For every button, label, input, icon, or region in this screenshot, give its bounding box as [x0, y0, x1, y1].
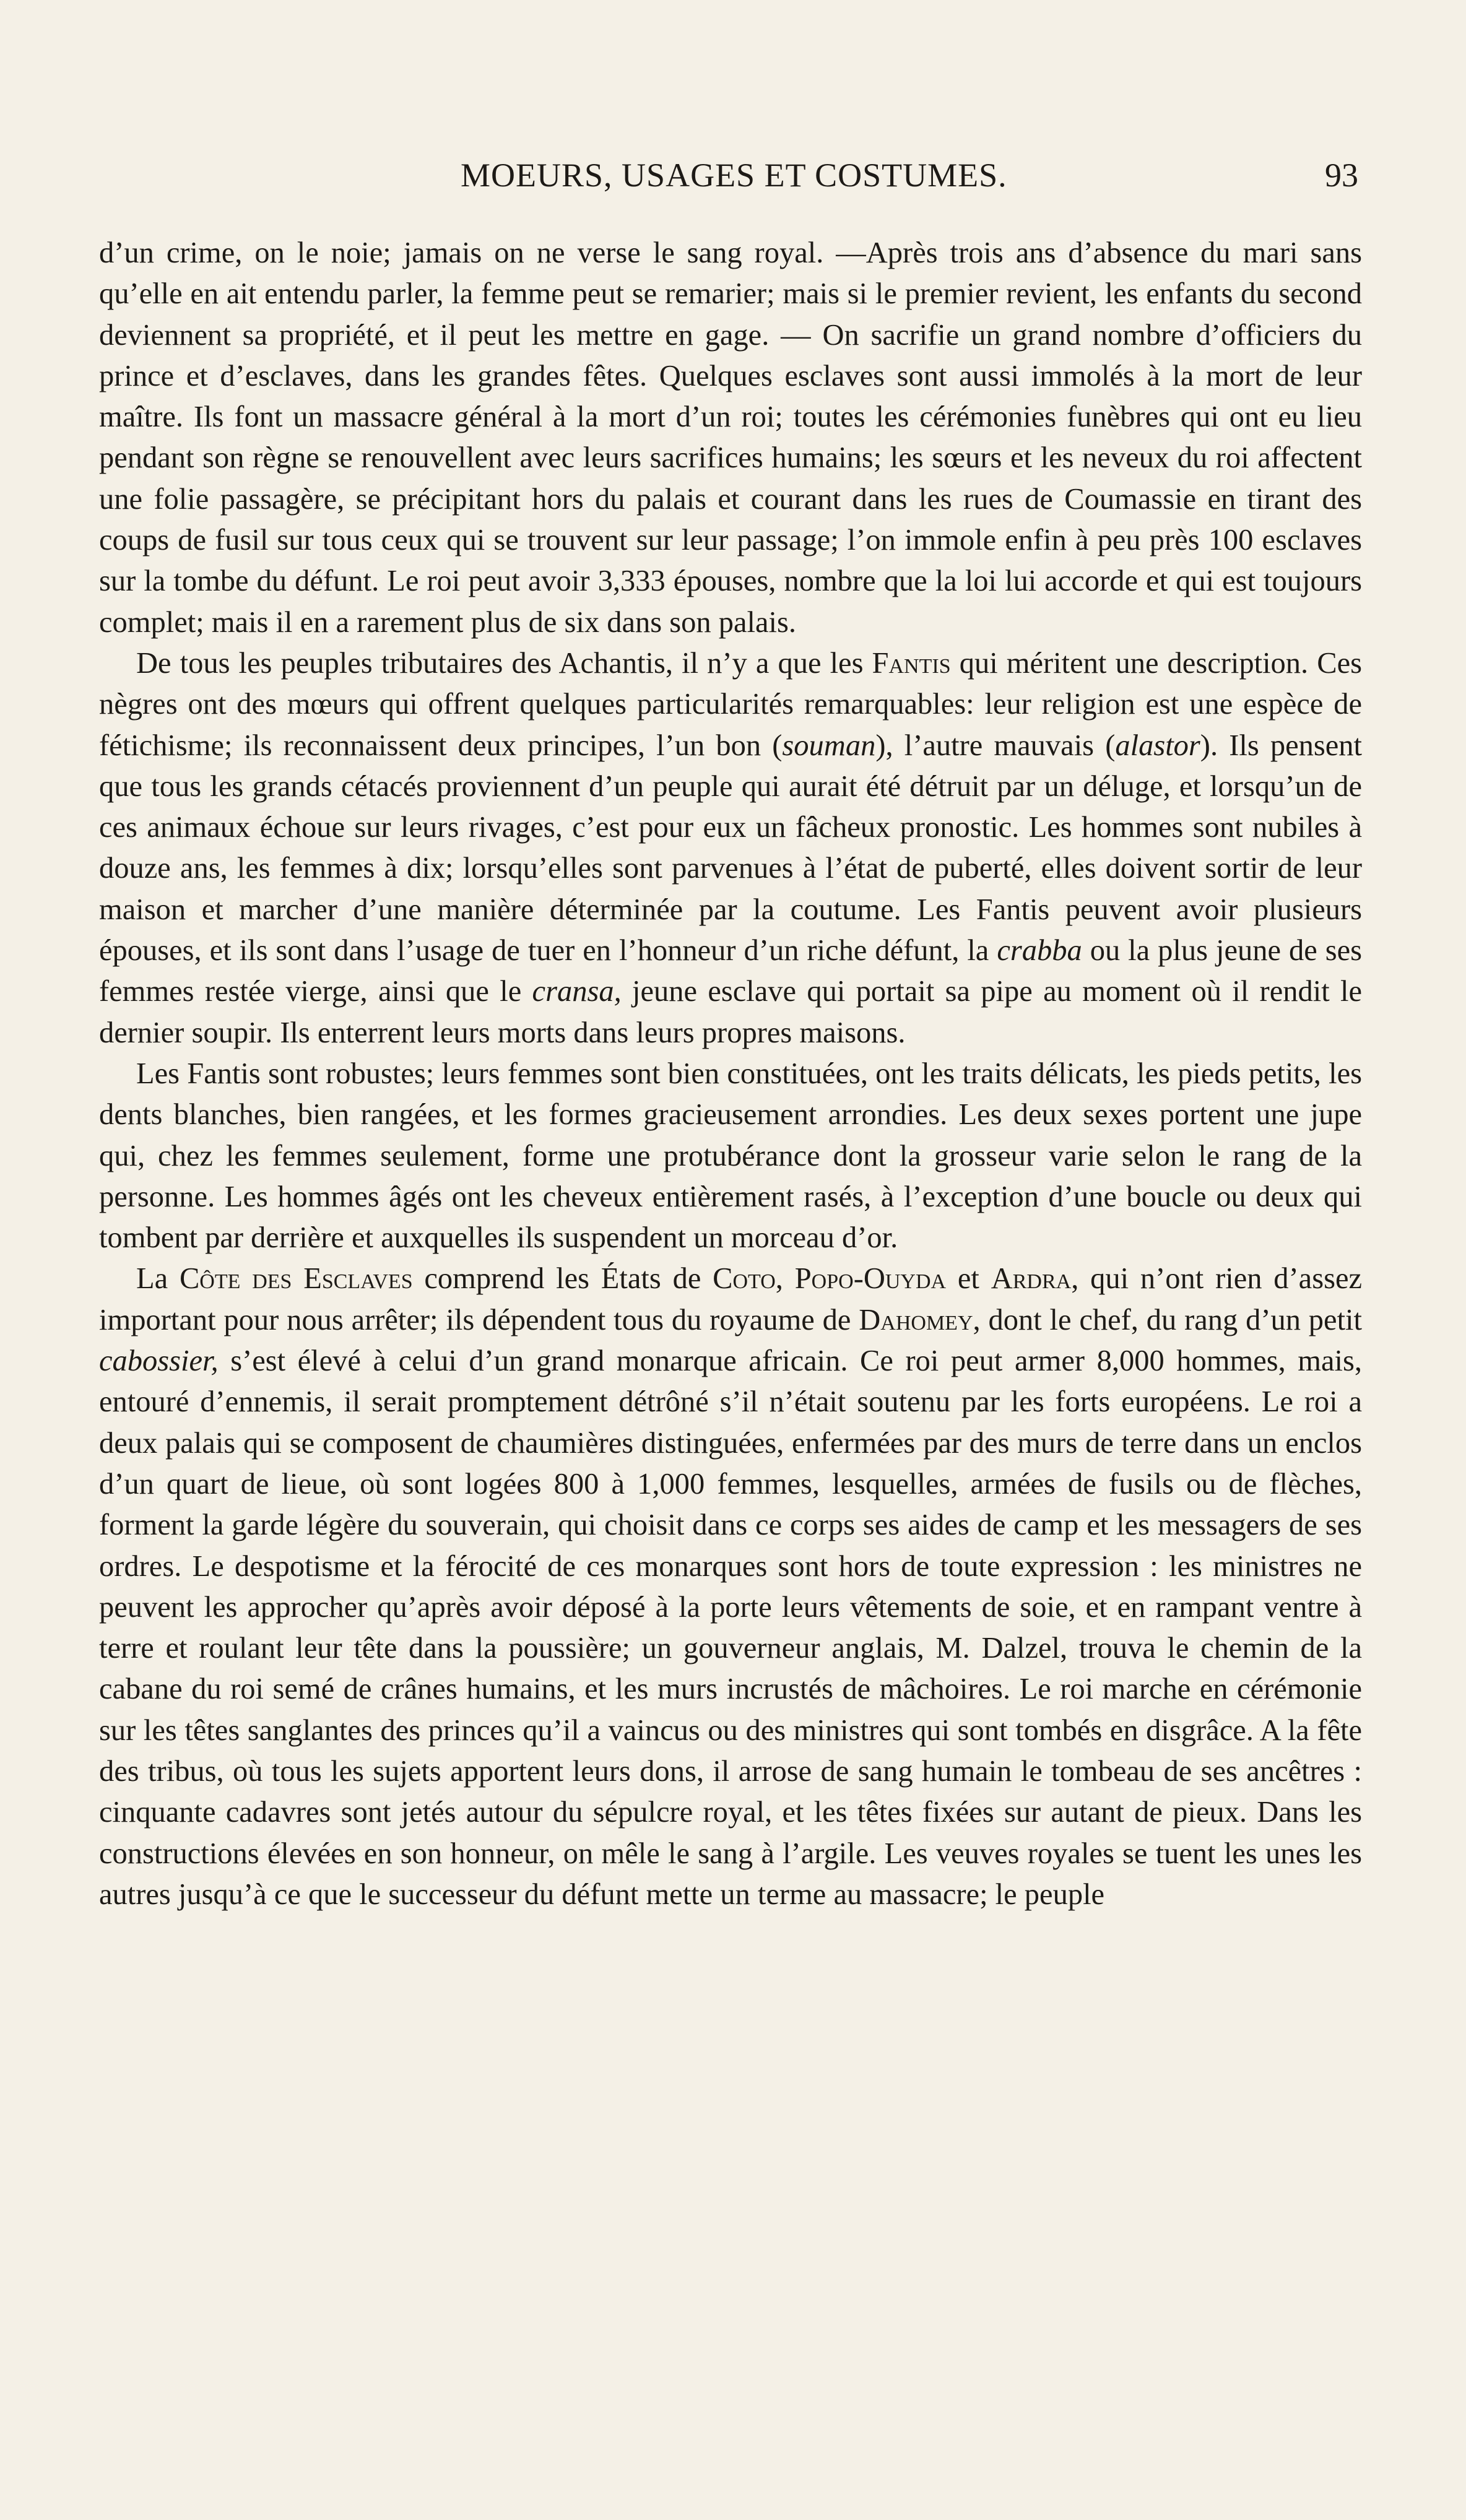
text-run: ), l’autre mauvais ( [875, 729, 1116, 762]
text-run: De tous les peuples tributaires des Achantis, il n’y a que les [136, 646, 872, 680]
term-dahomey: Dahomey [859, 1303, 973, 1336]
text-run: s’est élevé à celui d’un grand monarque africain. Ce roi peut armer 8,000 hommes, mais, entouré d’ennemis, il serait promptement détrôné s’il n’était soutenu par les forts européens. Le roi a deux palais qui se composent de chaumières distinguées, enfermées par des murs de terre dans un enclos d’un quart de lieue, où sont logées 800 à 1,000 femmes, lesquelles, armées de fusils ou de flèches, forment la garde légère du souverain, qui choisit dans ce corps ses aides de camp et les messagers de ses ordres. Le despotisme et la férocité de ces monarques sont hors de toute expression : les ministres ne peuvent les approcher qu’après avoir déposé à la porte leurs vêtements de soie, et en rampant ventre à terre et roulant leur tête dans la poussière; un gouverneur anglais, M. Dalzel, trouva le chemin de la cabane du roi semé de crânes humains, et les murs incrustés de mâchoires. Le roi marche en cérémonie sur les têtes sanglantes des princes qu’il a vaincus ou des ministres qui sont tombés en disgrâce. A la fête des tribus, où tous les sujets apportent leurs dons, il arrose de sang humain le tombeau de ses ancêtres : cinquante cadavres sont jetés autour du sépulcre royal, et les têtes fixées sur autant de pieux. Dans les constructions élevées en son honneur, on mêle le sang à l’argile. Les veuves royales se tuent les unes les autres jusqu’à ce que le successeur du défunt mette un terme au massacre; le peuple [99, 1344, 1362, 1911]
running-head [0, 156, 1466, 206]
term-coto: Coto [713, 1262, 776, 1296]
term-fantis: Fantis [872, 646, 951, 680]
term-crabba: crabba [997, 934, 1082, 968]
text-run: qui méritent une description. Ces nègres ont des mœurs qui offrent quelques particularités remarquables: leur religion est une espèce de fétichisme; ils reconnaissent deux principes, l’un bon ( [99, 646, 1362, 762]
text-run: et [946, 1262, 991, 1296]
term-souman: souman [782, 729, 876, 762]
text-run: , [775, 1262, 795, 1296]
body-text [99, 233, 1362, 1915]
term-alastor: alastor [1115, 729, 1200, 762]
text-run: jeune esclave qui portait sa pipe au moment où il rendit le dernier soupir. Ils enterrent leurs morts dans leurs propres maisons. [99, 975, 1362, 1049]
term-ardra: Ardra [991, 1262, 1072, 1296]
paragraph-slave-coast [99, 1258, 1362, 1915]
text-run: comprend les États de [412, 1262, 713, 1296]
page-number: 93 [1325, 157, 1358, 194]
text-run: , qui n’ont rien d’assez important pour nous arrêter; ils dépendent tous du royaume de [99, 1262, 1362, 1336]
paragraph-fantis-religion [99, 643, 1362, 1054]
paragraph-fantis-appearance: Les Fantis sont robustes; leurs femmes sont bien constituées, ont les traits délicats, les pieds petits, les dents blanches, bien rangées, et les formes gracieusement arrondies. Les deux sexes portent une jupe qui, chez les femmes seulement, forme une protubérance dont la grosseur varie selon le rang de la personne. Les hommes âgés ont les cheveux entièrement rasés, à l’exception d’une boucle ou deux qui tombent par derrière et auxquelles ils suspendent un morceau d’or. [99, 1057, 1362, 1255]
text-run: ou la plus jeune de ses femmes restée vierge, ainsi que le [99, 934, 1362, 1008]
text-run: , dont le chef, du rang d’un petit [973, 1303, 1362, 1336]
term-cote-des-esclaves: Côte des Esclaves [179, 1262, 413, 1296]
term-popo-ouyda: Popo-Ouyda [794, 1262, 947, 1296]
term-cransa: cransa, [532, 975, 622, 1008]
term-cabossier: cabossier, [99, 1344, 219, 1378]
text-run: La [136, 1262, 180, 1296]
paragraph-ashanti-customs: d’un crime, on le noie; jamais on ne verse le sang royal. —Après trois ans d’absence du mari sans qu’elle en ait entendu parler, la femme peut se remarier; mais si le premier revient, les enfants du second deviennent sa propriété, et il peut les mettre en gage. — On sacrifie un grand nombre d’officiers du prince et d’esclaves, dans les grandes fêtes. Quelques esclaves sont aussi immolés à la mort de leur maître. Ils font un massacre général à la mort d’un roi; toutes les cérémonies funèbres qui ont eu lieu pendant son règne se renouvellent avec leurs sacrifices humains; les sœurs et les neveux du roi affectent une folie passagère, se précipitant hors du palais et courant dans les rues de Coumassie en tirant des coups de fusil sur tous ceux qui se trouvent sur leur passage; l’on immole enfin à peu près 100 esclaves sur la tombe du défunt. Le roi peut avoir 3,333 épouses, nombre que la loi lui accorde et qui est toujours complet; mais il en a rarement plus de six dans son palais. [99, 236, 1362, 639]
running-title: MOEURS, USAGES ET COSTUMES. [461, 157, 1007, 194]
text-run: ). Ils pensent que tous les grands cétacés proviennent d’un peuple qui aurait été détruit par un déluge, et lorsqu’un de ces animaux échoue sur leurs rivages, c’est pour eux un fâcheux pronostic. Les hommes sont nubiles à douze ans, les femmes à dix; lorsqu’elles sont parvenues à l’état de puberté, elles doivent sortir de leur maison et marcher d’une manière déterminée par la coutume. Les Fantis peuvent avoir plusieurs épouses, et ils sont dans l’usage de tuer en l’honneur d’un riche défunt, la [99, 729, 1362, 968]
